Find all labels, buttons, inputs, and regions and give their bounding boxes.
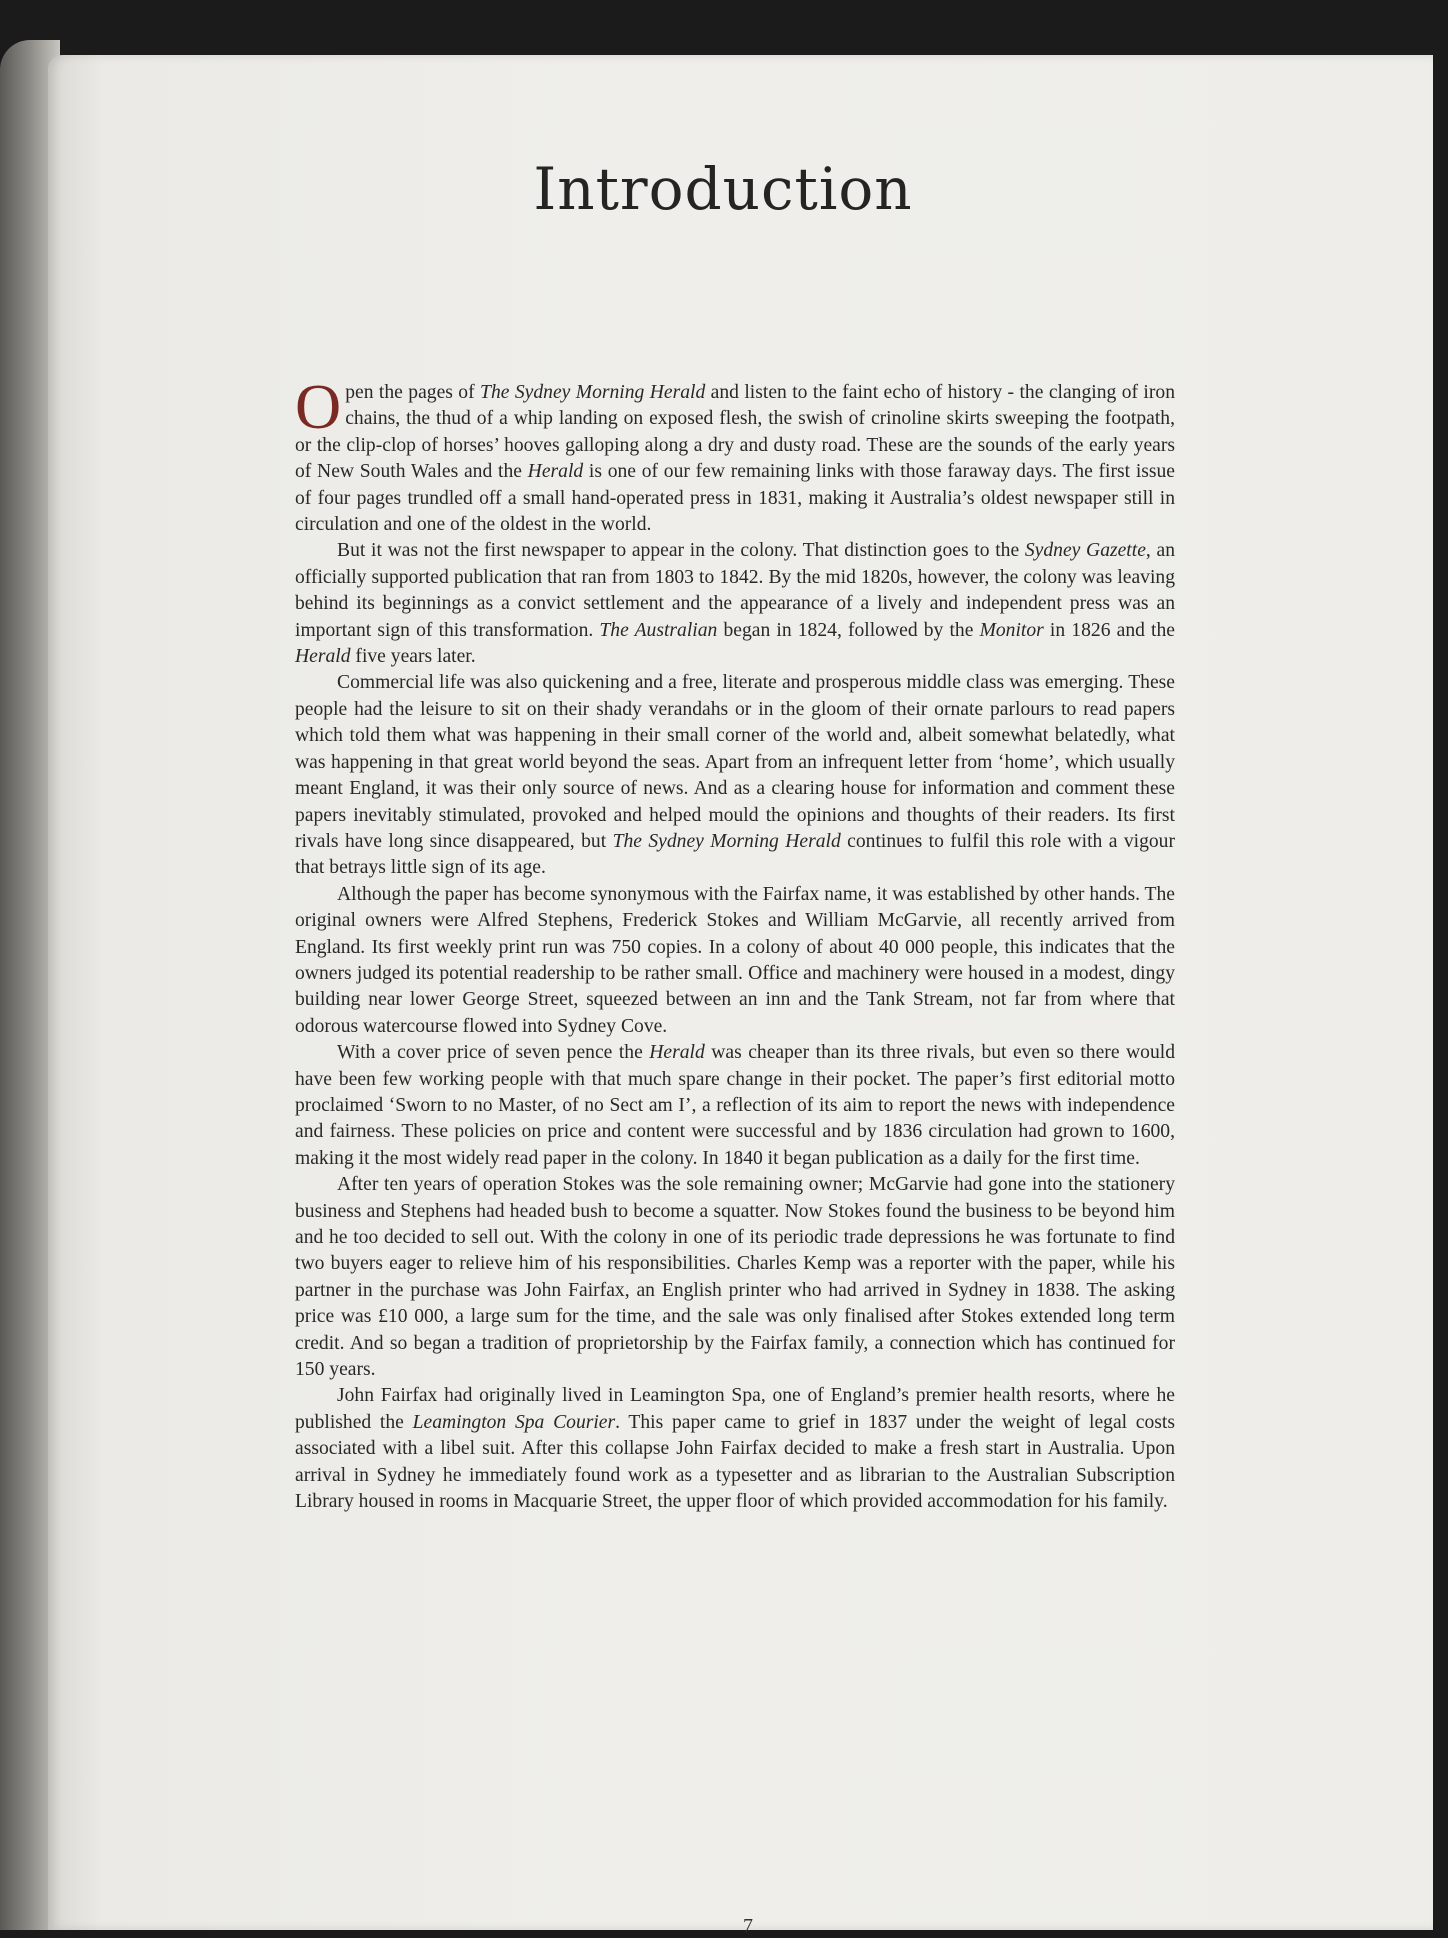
text-run: . This paper came to grief in 1837 under the weight of legal costs associated with a libel suit. After this collapse John Fairfax decided to make a fresh start in Australia. Upon arrival in Sydney he immediately found work as a typesetter and as librarian to the Australian Subscription Library housed in rooms in Macquarie Street, the upper floor of which provided accommodation for his family.: [295, 1411, 1175, 1513]
text-run: pen the pages of: [345, 382, 481, 403]
italic-title: The Australian: [599, 619, 718, 641]
text-run: continues to fulfil this role with a vigour that betrays little sign of its age.: [295, 830, 1175, 879]
text-run: , an officially supported publication that ran from 1803 to 1842. By the mid 1820s, however, the colony was leaving behind its beginnings as a convict settlement and the appearance of a lively and independent press was an important sign of this transformation.: [295, 540, 1175, 641]
italic-title: Herald: [649, 1042, 705, 1064]
drop-cap: O: [295, 371, 342, 442]
text-run: and listen to the faint echo of history - the clanging of iron chains, the thud of a whip landing on exposed flesh, the swish of crinoline skirts sweeping the footpath, or the clip-clop of horses’ hooves galloping along a dry and dusty road. These are the sounds of the early years of New South Wales and the: [295, 382, 1175, 483]
text-run: After ten years of operation Stokes was the sole remaining owner; McGarvie had gone into the stationery business and Stephens had headed bush to become a squatter. Now Stokes found the business to be beyond him and he too decided to sell out. With the colony in one of its periodic trade depressions he was fortunate to find two buyers eager to relieve him of his responsibilities. Charles Kemp was a reporter with the paper, while his partner in the purchase was John Fairfax, an English printer who had arrived in Sydney in 1838. The asking price was £10 000, a large sum for the time, and the sale was only finalised after Stokes extended long term credit. And so began a tradition of proprietorship by the Fairfax family, a connection which has continued for 150 years.: [295, 1174, 1175, 1381]
text-run: was cheaper than its three rivals, but even so there would have been few working people with that much spare change in their pocket. The paper’s first editorial motto proclaimed ‘Sworn to no Master, of no Sect am I’, a reflection of its aim to report the news with independence and fairness. These policies on price and content were successful and by 1836 circulation had grown to 1600, making it the most widely read paper in the colony. In 1840 it began publication as a daily for the first time.: [295, 1042, 1175, 1169]
text-run: With a cover price of seven pence the: [337, 1042, 650, 1064]
text-run: Commercial life was also quickening and a free, literate and prosperous middle class was emerging. These people had the leisure to sit on their shady verandahs or in the gloom of their ornate parlours to read papers which told them what was happening in their small corner of the world and, albeit somewhat belatedly, what was happening in that great world beyond the seas. Apart from an infrequent letter from ‘home’, which usually meant England, it was their only source of news. And as a clearing house for information and comment these papers inevitably stimulated, provoked and helped mould the opinions and thoughts of their readers. Its first rivals have long since disappeared, but: [295, 672, 1175, 852]
text-run: John Fairfax had originally lived in Leamington Spa, one of England’s premier health resorts, where he published the: [295, 1385, 1175, 1433]
text-run: five years later.: [350, 646, 476, 668]
italic-title: Leamington Spa Courier: [412, 1411, 616, 1433]
italic-title: Sydney Gazette: [1024, 540, 1146, 562]
italic-title: Herald: [527, 461, 584, 483]
italic-title: Monitor: [979, 619, 1044, 641]
paragraph: [295, 882, 1175, 1040]
italic-title: Herald: [295, 646, 351, 668]
paragraph: [295, 371, 1176, 538]
page-number: 7: [743, 1915, 753, 1937]
paragraph: [295, 538, 1175, 670]
text-run: Although the paper has become synonymous with the Fairfax name, it was established by other hands. The original owners were Alfred Stephens, Frederick Stokes and William McGarvie, all recently arrived from England. Its first weekly print run was 750 copies. In a colony of about 40 000 people, this indicates that the owners judged its potential readership to be rather small. Office and machinery were housed in a modest, dingy building near lower George Street, squeezed between an inn and the Tank Stream, not far from where that odorous watercourse flowed into Sydney Cove.: [295, 883, 1175, 1037]
book-page: [48, 55, 1433, 1937]
text-run: is one of our few remaining links with those faraway days. The first issue of four pages trundled off a small hand-operated press in 1831, making it Australia’s oldest newspaper still in circulation and one of the oldest in the world.: [295, 461, 1176, 536]
text-run: began in 1824, followed by the: [717, 619, 980, 641]
paragraph: [295, 1040, 1175, 1172]
italic-title: The Sydney Morning Herald: [612, 830, 841, 852]
paragraph: [295, 1383, 1175, 1515]
paragraph: [295, 670, 1175, 881]
paragraph: [295, 1172, 1175, 1383]
text-run: in 1826 and the: [1043, 619, 1175, 641]
text-run: But it was not the first newspaper to appear in the colony. That distinction goes to the: [337, 540, 1025, 562]
italic-title: The Sydney Morning Herald: [480, 382, 706, 403]
body-text: [295, 371, 1176, 1515]
page-title: Introduction: [533, 155, 913, 223]
